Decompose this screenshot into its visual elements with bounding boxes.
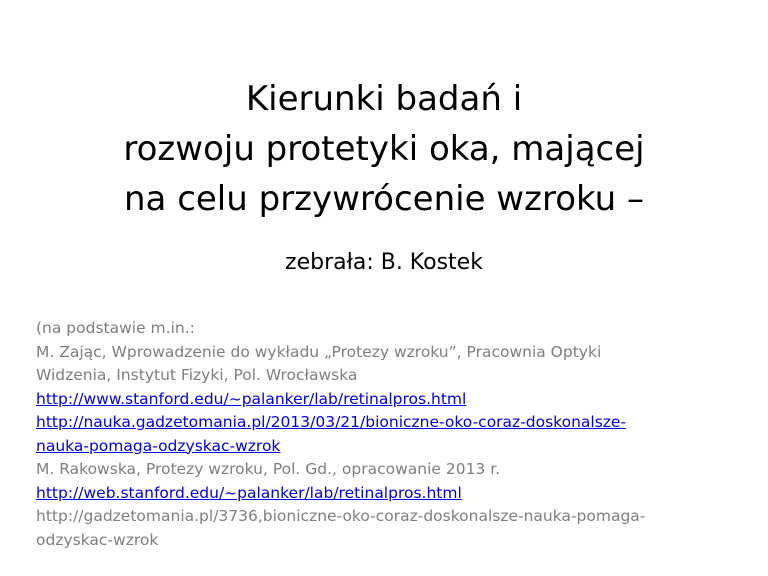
gadzetomania-link-line-1[interactable]: http://nauka.gadzetomania.pl/2013/03/21/bioniczne-oko-coraz-doskonalsze- <box>36 413 627 431</box>
title-line-1: Kierunki badań i <box>245 79 523 119</box>
plain-url-line-1: http://gadzetomania.pl/3736,bioniczne-oko-coraz-doskonalsze-nauka-pomaga- <box>36 507 646 525</box>
slide-title <box>40 74 728 224</box>
author-subtitle: zebrała: B. Kostek <box>285 250 483 275</box>
reference-1-line-1: M. Zając, Wprowadzenie do wykładu „Protezy wzroku”, Pracownia Optyki <box>36 342 602 361</box>
plain-url-line-2: odzyskac-wzrok <box>36 530 159 549</box>
stanford-link-2[interactable]: http://web.stanford.edu/~palanker/lab/retinalpros.html <box>36 483 462 502</box>
reference-2: M. Rakowska, Protezy wzroku, Pol. Gd., opracowanie 2013 r. <box>36 460 501 478</box>
references-block <box>36 317 736 552</box>
title-line-3: na celu przywrócenie wzroku – <box>124 179 644 219</box>
stanford-link-1[interactable]: http://www.stanford.edu/~palanker/lab/retinalpros.html <box>36 389 467 408</box>
references-intro: (na podstawie m.in.: <box>36 319 195 337</box>
title-line-2: rozwoju protetyki oka, mającej <box>123 129 645 169</box>
reference-1-line-2: Widzenia, Instytut Fizyki, Pol. Wrocławska <box>36 366 358 384</box>
gadzetomania-link-line-2[interactable]: nauka-pomaga-odzyskac-wzrok <box>36 436 281 455</box>
